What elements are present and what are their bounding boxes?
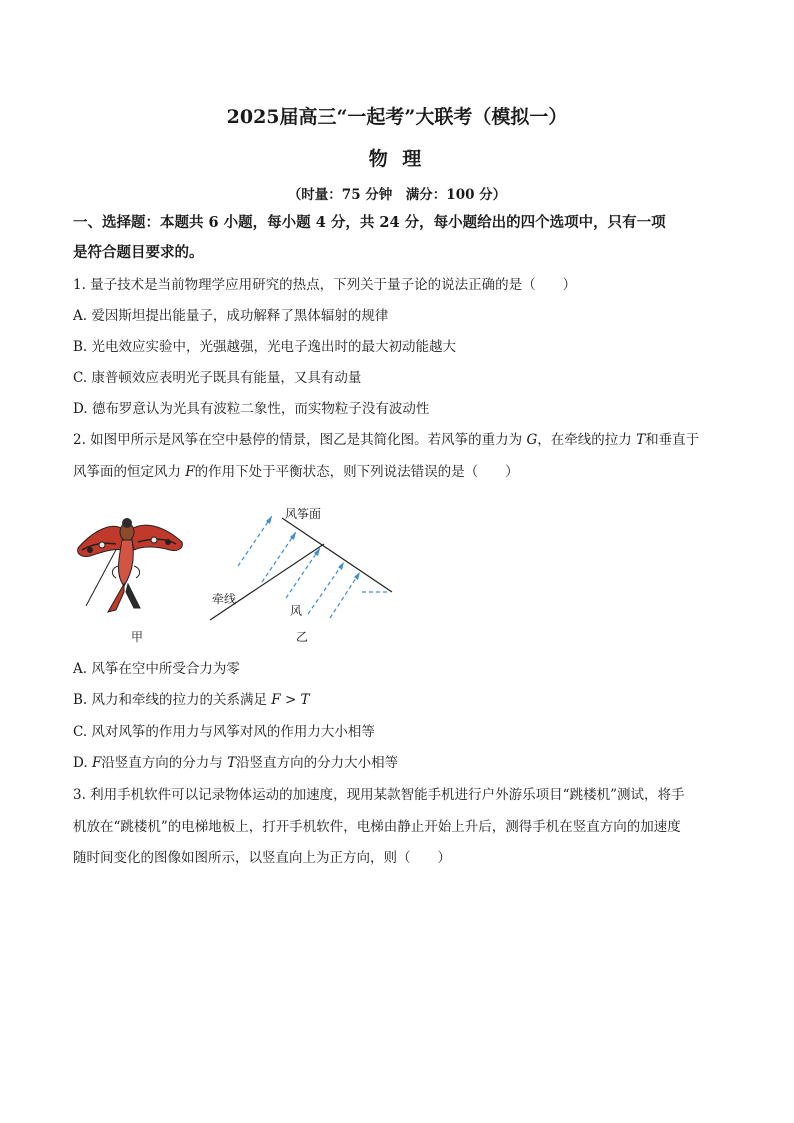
q2-option-a: A. 风筝在空中所受合力为零: [73, 661, 240, 677]
q3-stem-line3: 随时间变化的图像如图所示，以竖直向上为正方向，则（ ）: [73, 850, 451, 866]
q2-option-d-text: 沿竖直方向的分力与: [101, 755, 228, 771]
symbol-f: F: [185, 464, 195, 480]
caption-yi: 乙: [296, 630, 309, 644]
section-heading-line2: 是符合题目要求的。: [73, 244, 204, 261]
label-kite-face: 风筝面: [285, 507, 322, 521]
q2-option-b: [73, 691, 723, 709]
q2-stem-text: 和垂直于: [645, 432, 700, 448]
q2-stem-text: 的作用下处于平衡状态，则下列说法错误的是（ ）: [194, 464, 519, 480]
q1-stem: 1. 量子技术是当前物理学应用研究的热点，下列关于量子论的说法正确的是（ ）: [73, 277, 577, 293]
label-wind: 风: [290, 604, 303, 618]
q2-option-c: C. 风对风筝的作用力与风筝对风的作用力大小相等: [73, 724, 375, 740]
symbol-t: T: [227, 755, 237, 771]
q2-option-b-formula: F > T: [271, 692, 310, 708]
q1-option-a: A. 爱因斯坦提出能量子，成功解释了黑体辐射的规律: [73, 308, 389, 324]
symbol-g: G: [526, 432, 538, 448]
q2-stem-line2: [73, 463, 723, 481]
q2-stem-line1: [73, 431, 723, 449]
q3-stem-line2: 机放在“跳楼机”的电梯地板上，打开手机软件，电梯由静止开始上升后，测得手机在竖直方向的加速度: [73, 819, 681, 835]
kite-illustration: [78, 518, 183, 612]
symbol-t: T: [636, 432, 646, 448]
q2-option-d: [73, 754, 723, 772]
q2-option-b-text: B. 风力和牵线的拉力的关系满足: [73, 692, 272, 708]
exam-title: 2025届高三“一起考”大联考（模拟一）: [226, 106, 568, 128]
kite-photo-figure: [72, 512, 188, 638]
q2-option-d-text: D.: [73, 755, 92, 771]
caption-jia: 甲: [131, 630, 144, 644]
subject-title: 物 理: [368, 148, 426, 170]
q1-option-c: C. 康普顿效应表明光子既具有能量，又具有动量: [73, 370, 362, 386]
section-heading-line1: 一、选择题：本题共 6 小题，每小题 4 分，共 24 分，每小题给出的四个选项中，只有一项: [73, 214, 666, 231]
exam-meta: （时量：75 分钟 满分：100 分）: [287, 187, 507, 203]
wind-arrows: [238, 516, 390, 618]
q2-stem-text: 2. 如图甲所示是风筝在空中悬停的情景，图乙是其简化图。若风筝的重力为: [73, 432, 527, 448]
tow-string-line: [210, 544, 324, 620]
wind-arrowheads: [266, 516, 360, 580]
q1-option-d: D. 德布罗意认为光具有波粒二象性，而实物粒子没有波动性: [73, 401, 430, 417]
symbol-f: F: [91, 755, 102, 771]
label-tow-string: 牵线: [212, 592, 237, 606]
q2-stem-text: 风筝面的恒定风力: [73, 464, 186, 480]
q3-stem-line1: 3. 利用手机软件可以记录物体运动的加速度，现用某款智能手机进行户外游乐项目“跳楼机”测试，将手: [73, 787, 685, 803]
q2-stem-text: ，在牵线的拉力: [537, 432, 637, 448]
q2-option-d-text: 沿竖直方向的分力大小相等: [236, 755, 399, 771]
kite-surface-line: [282, 518, 392, 592]
q1-option-b: B. 光电效应实验中，光强越强，光电子逸出时的最大初动能越大: [73, 339, 457, 355]
